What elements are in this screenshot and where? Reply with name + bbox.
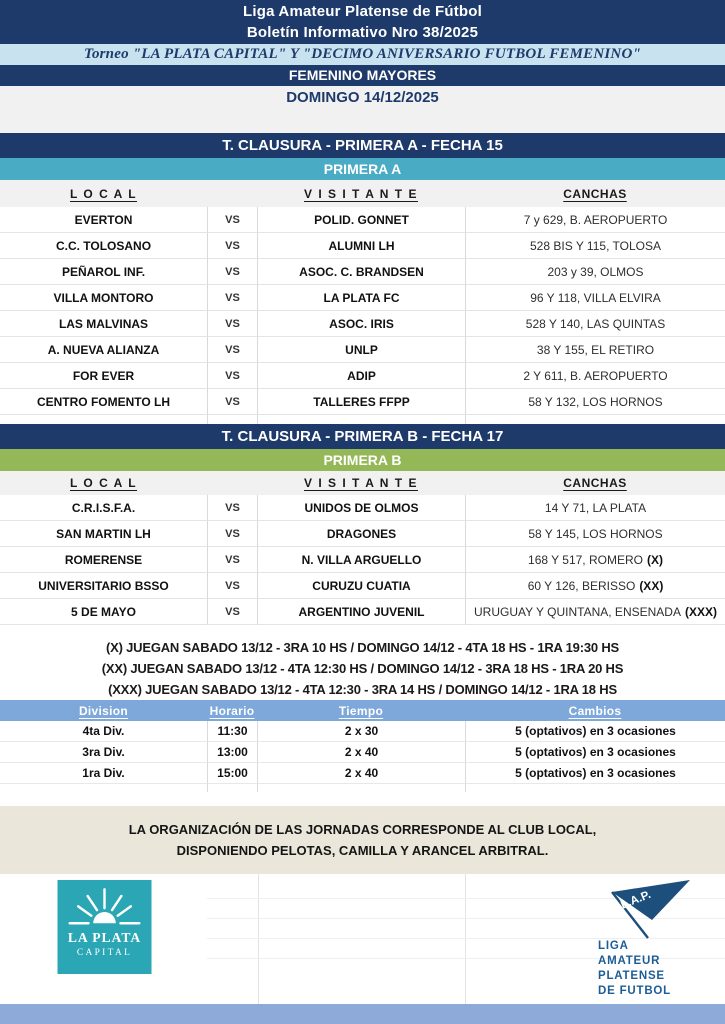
cancha-address (465, 259, 725, 285)
match-row (0, 573, 725, 599)
la-plata-capital-logo (56, 880, 153, 974)
local-team: VILLA MONTORO (0, 285, 207, 311)
cancha-address (465, 233, 725, 259)
lap-word-line: AMATEUR (598, 955, 661, 967)
gap-cell (207, 415, 257, 424)
section-title-primera-a: T. CLAUSURA - PRIMERA A - FECHA 15 (0, 133, 725, 158)
cancha-text: 528 Y 140, LAS QUINTAS (525, 316, 666, 331)
vs-label: VS (207, 207, 257, 233)
lap-flag-text: L.A.P. (619, 888, 653, 912)
visitante-team: UNIDOS DE OLMOS (257, 495, 465, 521)
cancha-address (465, 285, 725, 311)
division-band-primera-a: PRIMERA A (0, 158, 725, 180)
visitante-team: CURUZU CUATIA (257, 573, 465, 599)
local-team: UNIVERSITARIO BSSO (0, 573, 207, 599)
cancha-address (465, 311, 725, 337)
schedule-header-row (0, 700, 725, 721)
cancha-text: 7 y 629, B. AEROPUERTO (523, 212, 668, 227)
vs-label: VS (207, 233, 257, 259)
cancha-address (465, 521, 725, 547)
col-header-local: L O C A L (69, 186, 138, 201)
schedule-division: 1ra Div. (0, 763, 207, 784)
table-gap-row (0, 784, 725, 806)
cancha-text: 203 y 39, OLMOS (547, 264, 644, 279)
category-band: FEMENINO MAYORES (0, 65, 725, 86)
gap-cell (465, 415, 725, 424)
visitante-team: UNLP (257, 337, 465, 363)
lap-logo (590, 876, 710, 999)
local-team: EVERTON (0, 207, 207, 233)
local-team: PEÑAROL INF. (0, 259, 207, 285)
schedule-col-cambios: Cambios (568, 703, 622, 718)
gap-cell (207, 784, 257, 792)
schedule-row (0, 742, 725, 763)
local-team: C.R.I.S.F.A. (0, 495, 207, 521)
column-header-row (0, 180, 725, 207)
visitante-team: ASOC. IRIS (257, 311, 465, 337)
visitante-team: N. VILLA ARGUELLO (257, 547, 465, 573)
lap-word-line: PLATENSE (598, 970, 665, 982)
bulletin-header (0, 0, 725, 44)
vs-label: VS (207, 311, 257, 337)
match-row (0, 521, 725, 547)
cancha-text: 58 Y 145, LOS HORNOS (528, 526, 663, 541)
local-team: FOR EVER (0, 363, 207, 389)
note-line: (XX) JUEGAN SABADO 13/12 - 4TA 12:30 HS / DOMINGO 14/12 - 3RA 18 HS - 1RA 20 HS (101, 661, 624, 676)
bulletin-number: Boletín Informativo Nro 38/2025 (246, 23, 479, 41)
lap-pennant-icon (590, 876, 700, 940)
match-row (0, 259, 725, 285)
vs-label: VS (207, 363, 257, 389)
gap-cell (257, 784, 465, 792)
vs-label: VS (207, 389, 257, 415)
schedule-notes (0, 625, 725, 700)
schedule-row (0, 721, 725, 742)
match-date: DOMINGO 14/12/2025 (0, 86, 725, 133)
schedule-tiempo: 2 x 40 (257, 742, 465, 763)
division-band-primera-b: PRIMERA B (0, 449, 725, 471)
col-header-canchas: CANCHAS (563, 186, 627, 201)
local-team: C.C. TOLOSANO (0, 233, 207, 259)
local-team: A. NUEVA ALIANZA (0, 337, 207, 363)
organization-note-line: DISPONIENDO PELOTAS, CAMILLA Y ARANCEL ARBITRAL. (176, 843, 549, 858)
organization-note-line: LA ORGANIZACIÓN DE LAS JORNADAS CORRESPONDE AL CLUB LOCAL, (128, 822, 597, 837)
cancha-text: 2 Y 611, B. AEROPUERTO (523, 368, 668, 383)
cancha-address (465, 207, 725, 233)
visitante-team: ADIP (257, 363, 465, 389)
cancha-address (465, 547, 725, 573)
table-gap-row (0, 415, 725, 424)
match-row (0, 285, 725, 311)
lap-word-line: DE FUTBOL (598, 985, 671, 997)
cancha-text: 58 Y 132, LOS HORNOS (528, 394, 663, 409)
visitante-team: ASOC. C. BRANDSEN (257, 259, 465, 285)
col-header-canchas: CANCHAS (563, 476, 627, 490)
cancha-text: URUGUAY Y QUINTANA, ENSENADA (474, 604, 681, 619)
cancha-marker: (X) (646, 552, 663, 567)
cancha-address (465, 573, 725, 599)
schedule-col-horario: Horario (209, 703, 255, 718)
local-team: LAS MALVINAS (0, 311, 207, 337)
schedule-col-division: Division (78, 703, 129, 718)
schedule-horario: 11:30 (207, 721, 257, 742)
schedule-row (0, 763, 725, 784)
schedule-tiempo: 2 x 30 (257, 721, 465, 742)
cancha-address (465, 389, 725, 415)
schedule-tiempo: 2 x 40 (257, 763, 465, 784)
column-header-row (0, 471, 725, 495)
schedule-division: 4ta Div. (0, 721, 207, 742)
match-row (0, 389, 725, 415)
organization-note (0, 806, 725, 874)
tournament-band: Torneo "LA PLATA CAPITAL" Y "DECIMO ANIVERSARIO FUTBOL FEMENINO" (0, 44, 725, 65)
cancha-text: 96 Y 118, VILLA ELVIRA (530, 290, 661, 305)
logos-area (0, 874, 725, 1004)
vs-label: VS (207, 521, 257, 547)
match-row (0, 337, 725, 363)
lap-wordmark (590, 939, 710, 999)
match-row (0, 311, 725, 337)
logo-text-la-plata: LA PLATA (67, 930, 142, 946)
section-title-primera-b: T. CLAUSURA - PRIMERA B - FECHA 17 (0, 424, 725, 449)
gap-cell (0, 784, 207, 792)
vs-label: VS (207, 599, 257, 625)
cancha-text: 14 Y 71, LA PLATA (544, 500, 647, 515)
cancha-marker: (XXX) (684, 604, 717, 619)
visitante-team: POLID. GONNET (257, 207, 465, 233)
match-row (0, 495, 725, 521)
gridline-vertical (258, 874, 259, 1004)
cancha-text: 168 Y 517, ROMERO (528, 552, 643, 567)
visitante-team: ARGENTINO JUVENIL (257, 599, 465, 625)
vs-label: VS (207, 285, 257, 311)
cancha-address (465, 599, 725, 625)
vs-label: VS (207, 337, 257, 363)
cancha-address (465, 495, 725, 521)
schedule-cambios: 5 (optativos) en 3 ocasiones (465, 721, 725, 742)
cancha-marker: (XX) (639, 578, 664, 593)
league-title: Liga Amateur Platense de Fútbol (242, 2, 482, 20)
logo-text-capital: CAPITAL (76, 948, 133, 959)
cancha-address (465, 337, 725, 363)
gap-cell (0, 415, 207, 424)
gap-cell (257, 415, 465, 424)
cancha-address (465, 363, 725, 389)
visitante-team: DRAGONES (257, 521, 465, 547)
match-row (0, 207, 725, 233)
local-team: 5 DE MAYO (0, 599, 207, 625)
match-row (0, 233, 725, 259)
col-header-local: L O C A L (69, 476, 138, 490)
match-row (0, 599, 725, 625)
col-header-visitante: V I S I T A N T E (304, 476, 418, 490)
schedule-horario: 13:00 (207, 742, 257, 763)
schedule-horario: 15:00 (207, 763, 257, 784)
schedule-division: 3ra Div. (0, 742, 207, 763)
match-row (0, 363, 725, 389)
schedule-col-tiempo: Tiempo (338, 703, 384, 718)
cancha-text: 528 BIS Y 115, TOLOSA (530, 238, 661, 253)
local-team: CENTRO FOMENTO LH (0, 389, 207, 415)
vs-label: VS (207, 547, 257, 573)
local-team: SAN MARTIN LH (0, 521, 207, 547)
schedule-cambios: 5 (optativos) en 3 ocasiones (465, 742, 725, 763)
vs-label: VS (207, 573, 257, 599)
gap-cell (465, 784, 725, 792)
note-line: (X) JUEGAN SABADO 13/12 - 3RA 10 HS / DOMINGO 14/12 - 4TA 18 HS - 1RA 19:30 HS (106, 640, 619, 655)
gridline-vertical (465, 874, 466, 1004)
visitante-team: LA PLATA FC (257, 285, 465, 311)
lap-word-line: LIGA (598, 940, 629, 952)
cancha-text: 60 Y 126, BERISSO (527, 578, 636, 593)
cancha-text: 38 Y 155, EL RETIRO (536, 342, 655, 357)
visitante-team: ALUMNI LH (257, 233, 465, 259)
visitante-team: TALLERES FFPP (257, 389, 465, 415)
col-header-visitante: V I S I T A N T E (304, 186, 418, 201)
note-line: (XXX) JUEGAN SABADO 13/12 - 4TA 12:30 - 3RA 14 HS / DOMINGO 14/12 - 1RA 18 HS (108, 682, 617, 697)
vs-label: VS (207, 495, 257, 521)
match-row (0, 547, 725, 573)
local-team: ROMERENSE (0, 547, 207, 573)
vs-label: VS (207, 259, 257, 285)
schedule-cambios: 5 (optativos) en 3 ocasiones (465, 763, 725, 784)
footer-bar (0, 1004, 725, 1024)
